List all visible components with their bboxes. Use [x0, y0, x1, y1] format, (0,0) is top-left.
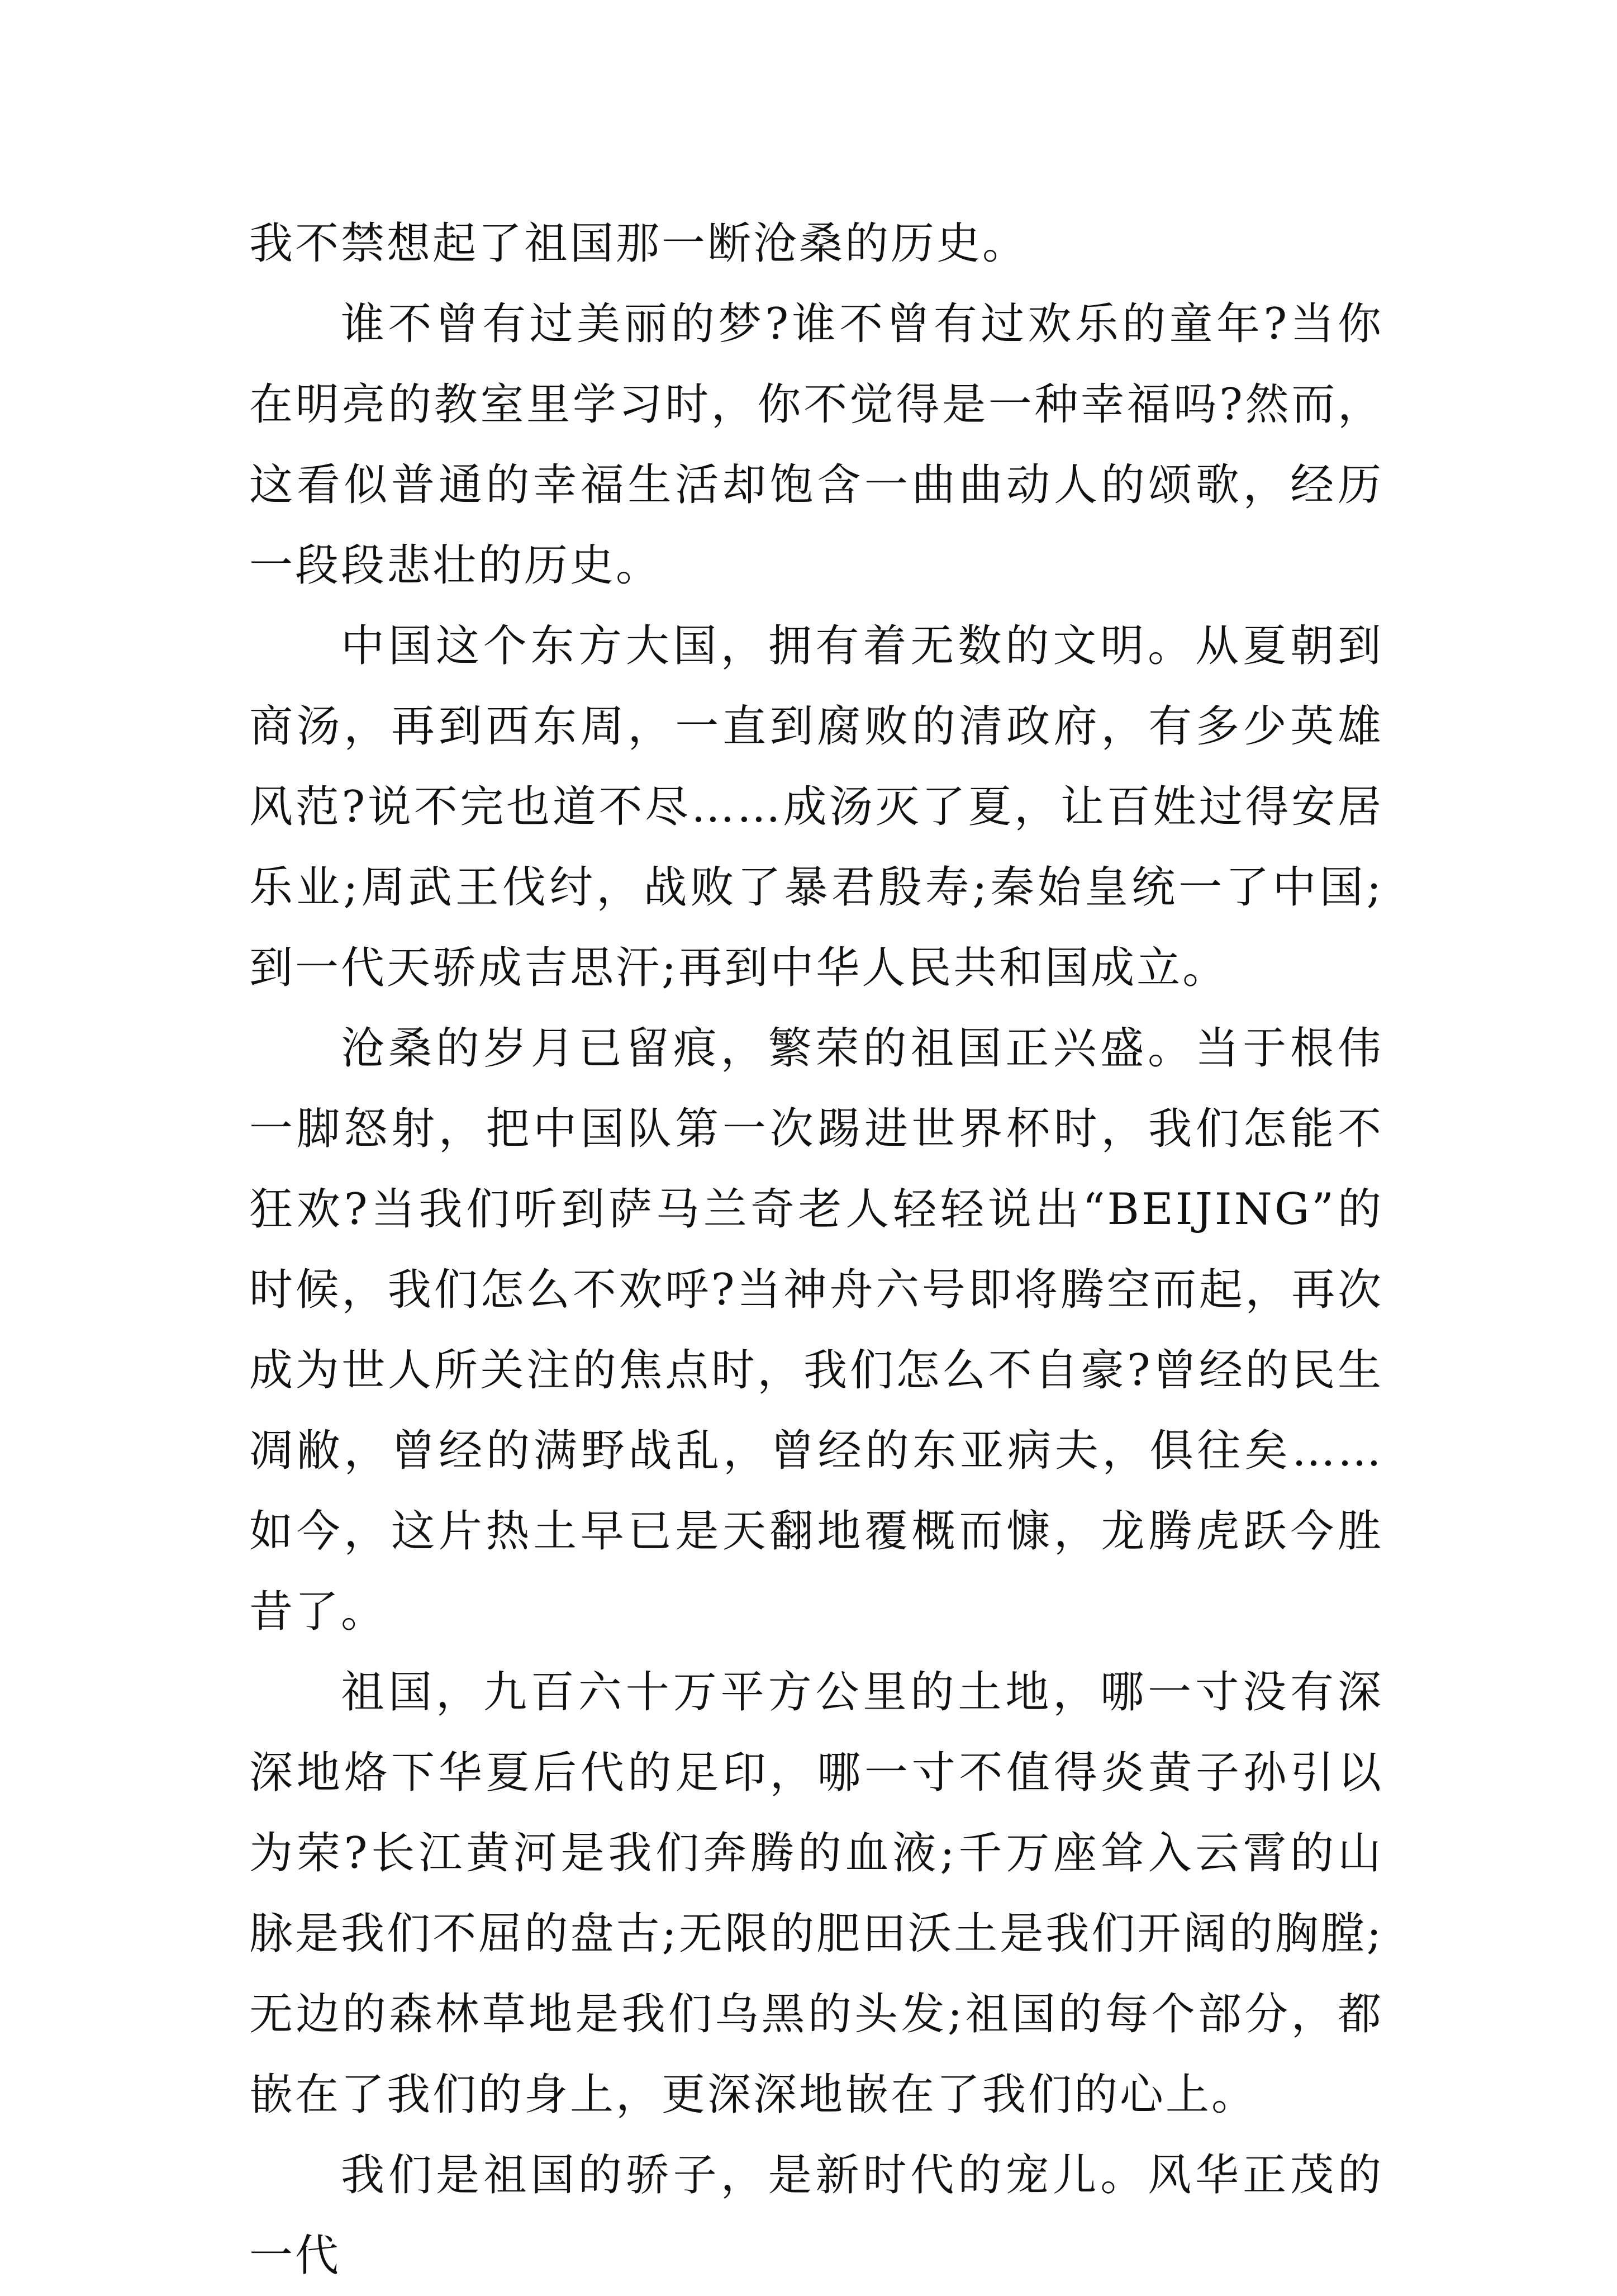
paragraph: 我们是祖国的骄子，是新时代的宠儿。风华正茂的一代: [249, 2150, 1383, 2281]
paragraph: 沧桑的岁月已留痕，繁荣的祖国正兴盛。当于根伟一脚怒射，把中国队第一次踢进世界杯时，我们怎能不狂欢?当我们听到萨马兰奇老人轻轻说出“BEIJING”的时候，我们怎么不欢呼?当神舟六号即将腾空而起，再次成为世人所关注的焦点时，我们怎么不自豪?曾经的民生凋敝，曾经的满野战乱，曾经的东亚病夫，俱往矣……如今，这片热土早已是天翻地覆概而慷，龙腾虎跃今胜昔了。: [249, 1023, 1383, 1637]
paragraph: 中国这个东方大国，拥有着无数的文明。从夏朝到商汤，再到西东周，一直到腐败的清政府，有多少英雄风范?说不完也道不尽……成汤灭了夏，让百姓过得安居乐业;周武王伐纣，战败了暴君殷寿;秦始皇统一了中国;到一代天骄成吉思汗;再到中华人民共和国成立。: [249, 621, 1383, 993]
document-body: [249, 203, 1383, 2296]
paragraph: 谁不曾有过美丽的梦?谁不曾有过欢乐的童年?当你在明亮的教室里学习时，你不觉得是一种幸福吗?然而，这看似普通的幸福生活却饱含一曲曲动人的颂歌，经历一段段悲壮的历史。: [249, 299, 1383, 591]
paragraph: 祖国，九百六十万平方公里的土地，哪一寸没有深深地烙下华夏后代的足印，哪一寸不值得炎黄子孙引以为荣?长江黄河是我们奔腾的血液;千万座耸入云霄的山脉是我们不屈的盘古;无限的肥田沃土是我们开阔的胸膛;无边的森林草地是我们乌黑的头发;祖国的每个部分，都嵌在了我们的身上，更深深地嵌在了我们的心上。: [249, 1667, 1383, 2120]
paragraph: 我不禁想起了祖国那一断沧桑的历史。: [249, 219, 1029, 269]
